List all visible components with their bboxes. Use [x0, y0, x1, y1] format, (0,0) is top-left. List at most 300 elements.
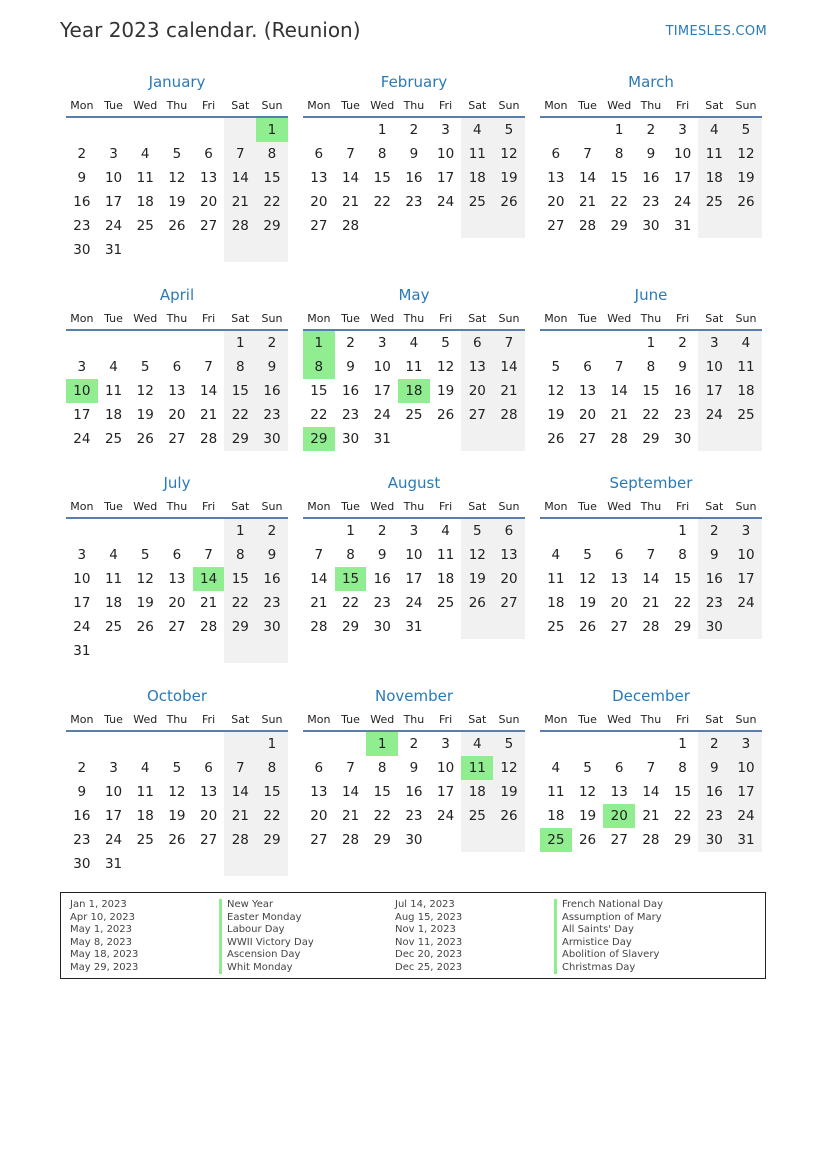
empty-cell: [540, 331, 572, 355]
month-january: [66, 72, 288, 262]
holiday-name: Labour Day: [227, 924, 285, 935]
holiday-name: Armistice Day: [562, 936, 632, 948]
day-cell: 21: [341, 808, 360, 824]
day-cell: 9: [77, 784, 87, 800]
empty-cell: [635, 519, 667, 543]
holiday-date: May 18, 2023: [70, 949, 139, 960]
weekday-label: Wed: [607, 99, 632, 112]
day-cell: 22: [373, 808, 391, 824]
weekday-label: Thu: [403, 500, 425, 513]
day-cell: 9: [409, 760, 419, 776]
day-cell: 3: [77, 547, 87, 563]
day-cell: 9: [256, 543, 288, 567]
day-cell: 23: [373, 595, 391, 611]
day-cell: 15: [610, 170, 628, 186]
day-cell: 24: [104, 218, 123, 234]
holiday-day-cell: 18: [398, 379, 430, 403]
day-cell: 8: [646, 359, 656, 375]
holiday-name: Ascension Day: [227, 949, 301, 960]
empty-cell: [540, 118, 572, 142]
weekday-label: Tue: [104, 99, 123, 112]
empty-cell: [193, 732, 225, 756]
day-cell: 27: [610, 619, 628, 635]
day-cell: 26: [437, 407, 455, 423]
day-cell: 15: [310, 383, 328, 399]
day-cell: 3: [109, 146, 118, 162]
empty-cell: [603, 331, 635, 355]
day-cell: 19: [136, 407, 154, 423]
day-cell: 13: [547, 170, 565, 186]
day-cell: 11: [405, 359, 423, 375]
day-cell: 22: [256, 804, 288, 828]
empty-cell: [698, 214, 730, 238]
day-cell: 5: [441, 335, 450, 351]
holiday-date: Dec 20, 2023: [395, 949, 463, 960]
empty-cell: [730, 615, 762, 639]
day-cell: 19: [168, 194, 186, 210]
holiday-name: WWII Victory Day: [227, 936, 314, 948]
day-cell: 23: [256, 591, 288, 615]
day-cell: 1: [678, 523, 687, 539]
day-cell: 2: [409, 122, 419, 138]
day-cell: 27: [168, 619, 186, 635]
month-name: July: [163, 474, 191, 492]
weekday-label: Tue: [341, 500, 360, 513]
weekday-label: Fri: [676, 99, 690, 112]
day-cell: 21: [341, 194, 360, 210]
holiday-date: May 1, 2023: [70, 924, 133, 935]
day-cell: 12: [493, 142, 525, 166]
day-cell: 19: [168, 808, 186, 824]
day-cell: 22: [310, 407, 328, 423]
day-cell: 9: [77, 170, 87, 186]
month-july: [66, 473, 288, 663]
day-cell: 21: [642, 808, 660, 824]
day-cell: 28: [642, 619, 660, 635]
day-cell: 20: [168, 595, 186, 611]
empty-cell: [129, 238, 161, 262]
weekday-label: Sun: [735, 99, 757, 112]
month-may: [303, 285, 525, 451]
day-cell: 28: [341, 218, 360, 234]
day-cell: 24: [437, 808, 455, 824]
day-cell: 25: [104, 431, 123, 447]
day-cell: 16: [642, 170, 660, 186]
holiday-date: Aug 15, 2023: [395, 911, 463, 923]
weekday-label: Sat: [468, 500, 487, 513]
day-cell: 5: [493, 732, 525, 756]
weekday-header: [303, 710, 525, 732]
day-cell: 12: [168, 170, 186, 186]
day-cell: 7: [204, 547, 213, 563]
empty-cell: [66, 331, 98, 355]
holiday-day-cell: 20: [603, 804, 635, 828]
day-cell: 12: [168, 784, 186, 800]
day-cell: 15: [373, 784, 391, 800]
day-cell: 2: [646, 122, 656, 138]
day-cell: 5: [140, 547, 150, 563]
day-cell: 21: [224, 804, 256, 828]
holiday-date: May 29, 2023: [70, 961, 139, 973]
day-cell: 5: [461, 519, 493, 543]
weekday-label: Fri: [202, 713, 216, 726]
day-cell: 8: [256, 142, 288, 166]
day-cell: 11: [698, 142, 730, 166]
day-cell: 24: [730, 804, 762, 828]
day-cell: 8: [224, 543, 256, 567]
day-cell: 26: [547, 431, 565, 447]
weekday-label: Mon: [307, 99, 331, 112]
day-cell: 7: [224, 142, 256, 166]
day-cell: 17: [73, 595, 91, 611]
day-cell: 20: [200, 808, 218, 824]
empty-cell: [572, 519, 604, 543]
day-cell: 4: [698, 118, 730, 142]
day-cell: 3: [377, 335, 387, 351]
month-june: [540, 285, 762, 451]
weekday-label: Sat: [231, 500, 250, 513]
day-cell: 4: [551, 547, 561, 563]
day-cell: 15: [224, 379, 256, 403]
empty-cell: [224, 639, 256, 663]
day-cell: 31: [405, 619, 423, 635]
day-cell: 11: [136, 784, 154, 800]
day-cell: 25: [730, 403, 762, 427]
empty-cell: [572, 732, 604, 756]
day-cell: 22: [674, 595, 692, 611]
day-cell: 17: [104, 194, 123, 210]
day-cell: 16: [373, 571, 391, 587]
day-cell: 16: [405, 170, 423, 186]
day-cell: 31: [674, 218, 692, 234]
empty-cell: [430, 615, 462, 639]
weekday-label: Sun: [498, 713, 520, 726]
holiday-day-cell: 11: [461, 756, 493, 780]
day-cell: 9: [698, 543, 730, 567]
day-cell: 19: [493, 780, 525, 804]
day-cell: 29: [256, 214, 288, 238]
day-cell: 15: [224, 567, 256, 591]
day-cell: 14: [610, 383, 628, 399]
day-cell: 7: [346, 760, 355, 776]
day-cell: 19: [578, 808, 597, 824]
day-cell: 4: [441, 523, 450, 539]
month-april: [66, 285, 288, 451]
day-cell: 26: [168, 218, 186, 234]
day-cell: 29: [610, 218, 628, 234]
empty-cell: [493, 214, 525, 238]
day-cell: 12: [136, 571, 154, 587]
weekday-label: Tue: [578, 312, 597, 325]
day-cell: 16: [256, 567, 288, 591]
day-cell: 8: [346, 547, 355, 563]
day-cell: 14: [224, 166, 256, 190]
day-cell: 8: [678, 547, 687, 563]
day-cell: 2: [698, 732, 730, 756]
weekday-label: Wed: [133, 99, 158, 112]
empty-cell: [193, 238, 225, 262]
day-cell: 21: [224, 190, 256, 214]
day-cell: 30: [698, 828, 730, 852]
month-name: October: [146, 687, 208, 705]
weekday-label: Thu: [640, 99, 662, 112]
day-cell: 22: [674, 808, 692, 824]
weekday-label: Fri: [439, 713, 453, 726]
holiday-date: Jul 14, 2023: [395, 899, 455, 910]
day-cell: 15: [256, 780, 288, 804]
empty-cell: [98, 118, 130, 142]
day-cell: 12: [547, 383, 565, 399]
day-cell: 23: [73, 832, 91, 848]
day-cell: 19: [547, 407, 565, 423]
day-cell: 28: [310, 619, 328, 635]
day-cell: 7: [224, 756, 256, 780]
day-cell: 14: [642, 784, 660, 800]
day-cell: 19: [493, 166, 525, 190]
day-cell: 23: [341, 407, 360, 423]
day-cell: 30: [256, 427, 288, 451]
month-october: [66, 686, 288, 876]
day-cell: 28: [200, 619, 218, 635]
day-cell: 27: [200, 832, 218, 848]
day-cell: 11: [437, 547, 455, 563]
month-name: August: [387, 474, 441, 492]
day-cell: 30: [341, 431, 360, 447]
empty-cell: [303, 118, 335, 142]
holiday-date: Nov 1, 2023: [395, 924, 456, 935]
weekday-label: Tue: [578, 500, 597, 513]
day-cell: 30: [698, 615, 730, 639]
holiday-names-left: [219, 899, 314, 974]
empty-cell: [730, 427, 762, 451]
empty-cell: [98, 732, 130, 756]
empty-cell: [66, 519, 98, 543]
empty-cell: [540, 732, 572, 756]
weekday-label: Sun: [498, 500, 520, 513]
day-cell: 31: [373, 431, 391, 447]
day-cell: 17: [373, 383, 391, 399]
day-cell: 29: [674, 619, 692, 635]
day-cell: 1: [678, 736, 687, 752]
day-cell: 27: [493, 591, 525, 615]
holiday-name: Easter Monday: [227, 911, 302, 923]
weekday-label: Sat: [231, 312, 250, 325]
month-march: [540, 72, 762, 238]
day-cell: 10: [730, 756, 762, 780]
day-cell: 3: [77, 359, 87, 375]
day-cell: 7: [346, 146, 355, 162]
day-cell: 9: [409, 146, 419, 162]
days-grid: [66, 118, 288, 262]
empty-cell: [256, 852, 288, 876]
day-cell: 14: [200, 383, 218, 399]
day-cell: 31: [73, 643, 91, 659]
day-cell: 13: [168, 383, 186, 399]
day-cell: 10: [405, 547, 423, 563]
empty-cell: [129, 118, 161, 142]
day-cell: 2: [77, 760, 87, 776]
weekday-label: Wed: [133, 312, 158, 325]
empty-cell: [430, 214, 462, 238]
day-cell: 2: [346, 335, 355, 351]
day-cell: 9: [698, 756, 730, 780]
day-cell: 29: [341, 619, 360, 635]
weekday-label: Sat: [468, 312, 487, 325]
day-cell: 21: [493, 379, 525, 403]
weekday-label: Thu: [640, 713, 662, 726]
weekday-label: Wed: [370, 713, 395, 726]
brand-link[interactable]: TIMESLES.COM: [665, 24, 767, 39]
day-cell: 17: [437, 784, 455, 800]
day-cell: 27: [200, 218, 218, 234]
weekday-label: Tue: [341, 99, 360, 112]
day-cell: 4: [109, 547, 118, 563]
day-cell: 6: [614, 547, 624, 563]
day-cell: 23: [405, 808, 423, 824]
empty-cell: [430, 427, 462, 451]
weekday-label: Sat: [231, 713, 250, 726]
day-cell: 16: [256, 379, 288, 403]
day-cell: 25: [461, 804, 493, 828]
holiday-day-cell: 29: [303, 427, 335, 451]
day-cell: 20: [310, 808, 328, 824]
day-cell: 4: [409, 335, 419, 351]
day-cell: 27: [578, 431, 597, 447]
weekday-label: Sun: [261, 99, 283, 112]
day-cell: 5: [583, 760, 592, 776]
day-cell: 9: [377, 547, 387, 563]
day-cell: 6: [172, 359, 182, 375]
weekday-label: Sun: [498, 99, 520, 112]
holiday-names-right: [554, 899, 663, 974]
day-cell: 13: [461, 355, 493, 379]
day-cell: 31: [730, 828, 762, 852]
day-cell: 1: [224, 331, 256, 355]
day-cell: 24: [730, 591, 762, 615]
day-cell: 15: [674, 571, 692, 587]
day-cell: 4: [551, 760, 561, 776]
day-cell: 13: [310, 170, 328, 186]
empty-cell: [335, 732, 367, 756]
weekday-label: Fri: [676, 713, 690, 726]
day-cell: 9: [256, 355, 288, 379]
day-cell: 15: [256, 166, 288, 190]
day-cell: 13: [610, 784, 628, 800]
day-cell: 5: [583, 547, 592, 563]
day-cell: 5: [493, 118, 525, 142]
day-cell: 21: [642, 595, 660, 611]
day-cell: 11: [104, 571, 123, 587]
day-cell: 6: [614, 760, 624, 776]
day-cell: 26: [493, 804, 525, 828]
day-cell: 12: [730, 142, 762, 166]
day-cell: 4: [109, 359, 118, 375]
weekday-label: Thu: [640, 312, 662, 325]
holiday-day-cell: 1: [303, 331, 335, 355]
day-cell: 17: [437, 170, 455, 186]
day-cell: 7: [204, 359, 213, 375]
day-cell: 4: [140, 146, 150, 162]
holiday-date: Apr 10, 2023: [70, 911, 136, 923]
weekday-label: Thu: [403, 99, 425, 112]
weekday-header: [540, 309, 762, 331]
day-cell: 2: [698, 519, 730, 543]
empty-cell: [193, 331, 225, 355]
day-cell: 8: [678, 760, 687, 776]
day-cell: 13: [200, 170, 218, 186]
day-cell: 16: [698, 780, 730, 804]
day-cell: 27: [310, 218, 328, 234]
empty-cell: [698, 427, 730, 451]
empty-cell: [461, 427, 493, 451]
day-cell: 7: [646, 760, 656, 776]
day-cell: 3: [730, 519, 762, 543]
day-cell: 3: [698, 331, 730, 355]
weekday-label: Tue: [104, 713, 123, 726]
holiday-day-cell: 10: [66, 379, 98, 403]
weekday-label: Wed: [133, 713, 158, 726]
day-cell: 22: [610, 194, 628, 210]
empty-cell: [161, 639, 193, 663]
day-cell: 17: [730, 780, 762, 804]
day-cell: 27: [168, 431, 186, 447]
holiday-date: Dec 25, 2023: [395, 961, 463, 973]
empty-cell: [366, 214, 398, 238]
day-cell: 30: [73, 856, 91, 872]
day-cell: 30: [256, 615, 288, 639]
day-cell: 26: [168, 832, 186, 848]
day-cell: 20: [547, 194, 565, 210]
day-cell: 27: [547, 218, 565, 234]
empty-cell: [161, 238, 193, 262]
empty-cell: [430, 828, 462, 852]
day-cell: 31: [104, 856, 123, 872]
weekday-label: Sat: [468, 99, 487, 112]
day-cell: 12: [493, 756, 525, 780]
days-grid: [303, 732, 525, 852]
empty-cell: [398, 427, 430, 451]
weekday-label: Mon: [544, 713, 568, 726]
empty-cell: [129, 331, 161, 355]
day-cell: 4: [140, 760, 150, 776]
day-cell: 10: [73, 571, 91, 587]
weekday-header: [66, 497, 288, 519]
day-cell: 13: [168, 571, 186, 587]
weekday-label: Thu: [166, 312, 188, 325]
month-name: November: [374, 687, 454, 705]
day-cell: 15: [674, 784, 692, 800]
day-cell: 30: [373, 619, 391, 635]
day-cell: 6: [204, 760, 213, 776]
day-cell: 28: [224, 828, 256, 852]
empty-cell: [335, 118, 367, 142]
empty-cell: [493, 828, 525, 852]
day-cell: 26: [461, 591, 493, 615]
holiday-day-cell: 1: [366, 732, 398, 756]
day-cell: 30: [405, 832, 423, 848]
weekday-label: Sat: [705, 713, 724, 726]
day-cell: 10: [437, 146, 455, 162]
day-cell: 25: [405, 407, 423, 423]
holiday-date: May 8, 2023: [70, 936, 133, 948]
day-cell: 24: [698, 403, 730, 427]
day-cell: 14: [642, 571, 660, 587]
day-cell: 8: [377, 760, 387, 776]
day-cell: 19: [730, 166, 762, 190]
day-cell: 28: [578, 218, 597, 234]
day-cell: 13: [610, 571, 628, 587]
empty-cell: [98, 639, 130, 663]
